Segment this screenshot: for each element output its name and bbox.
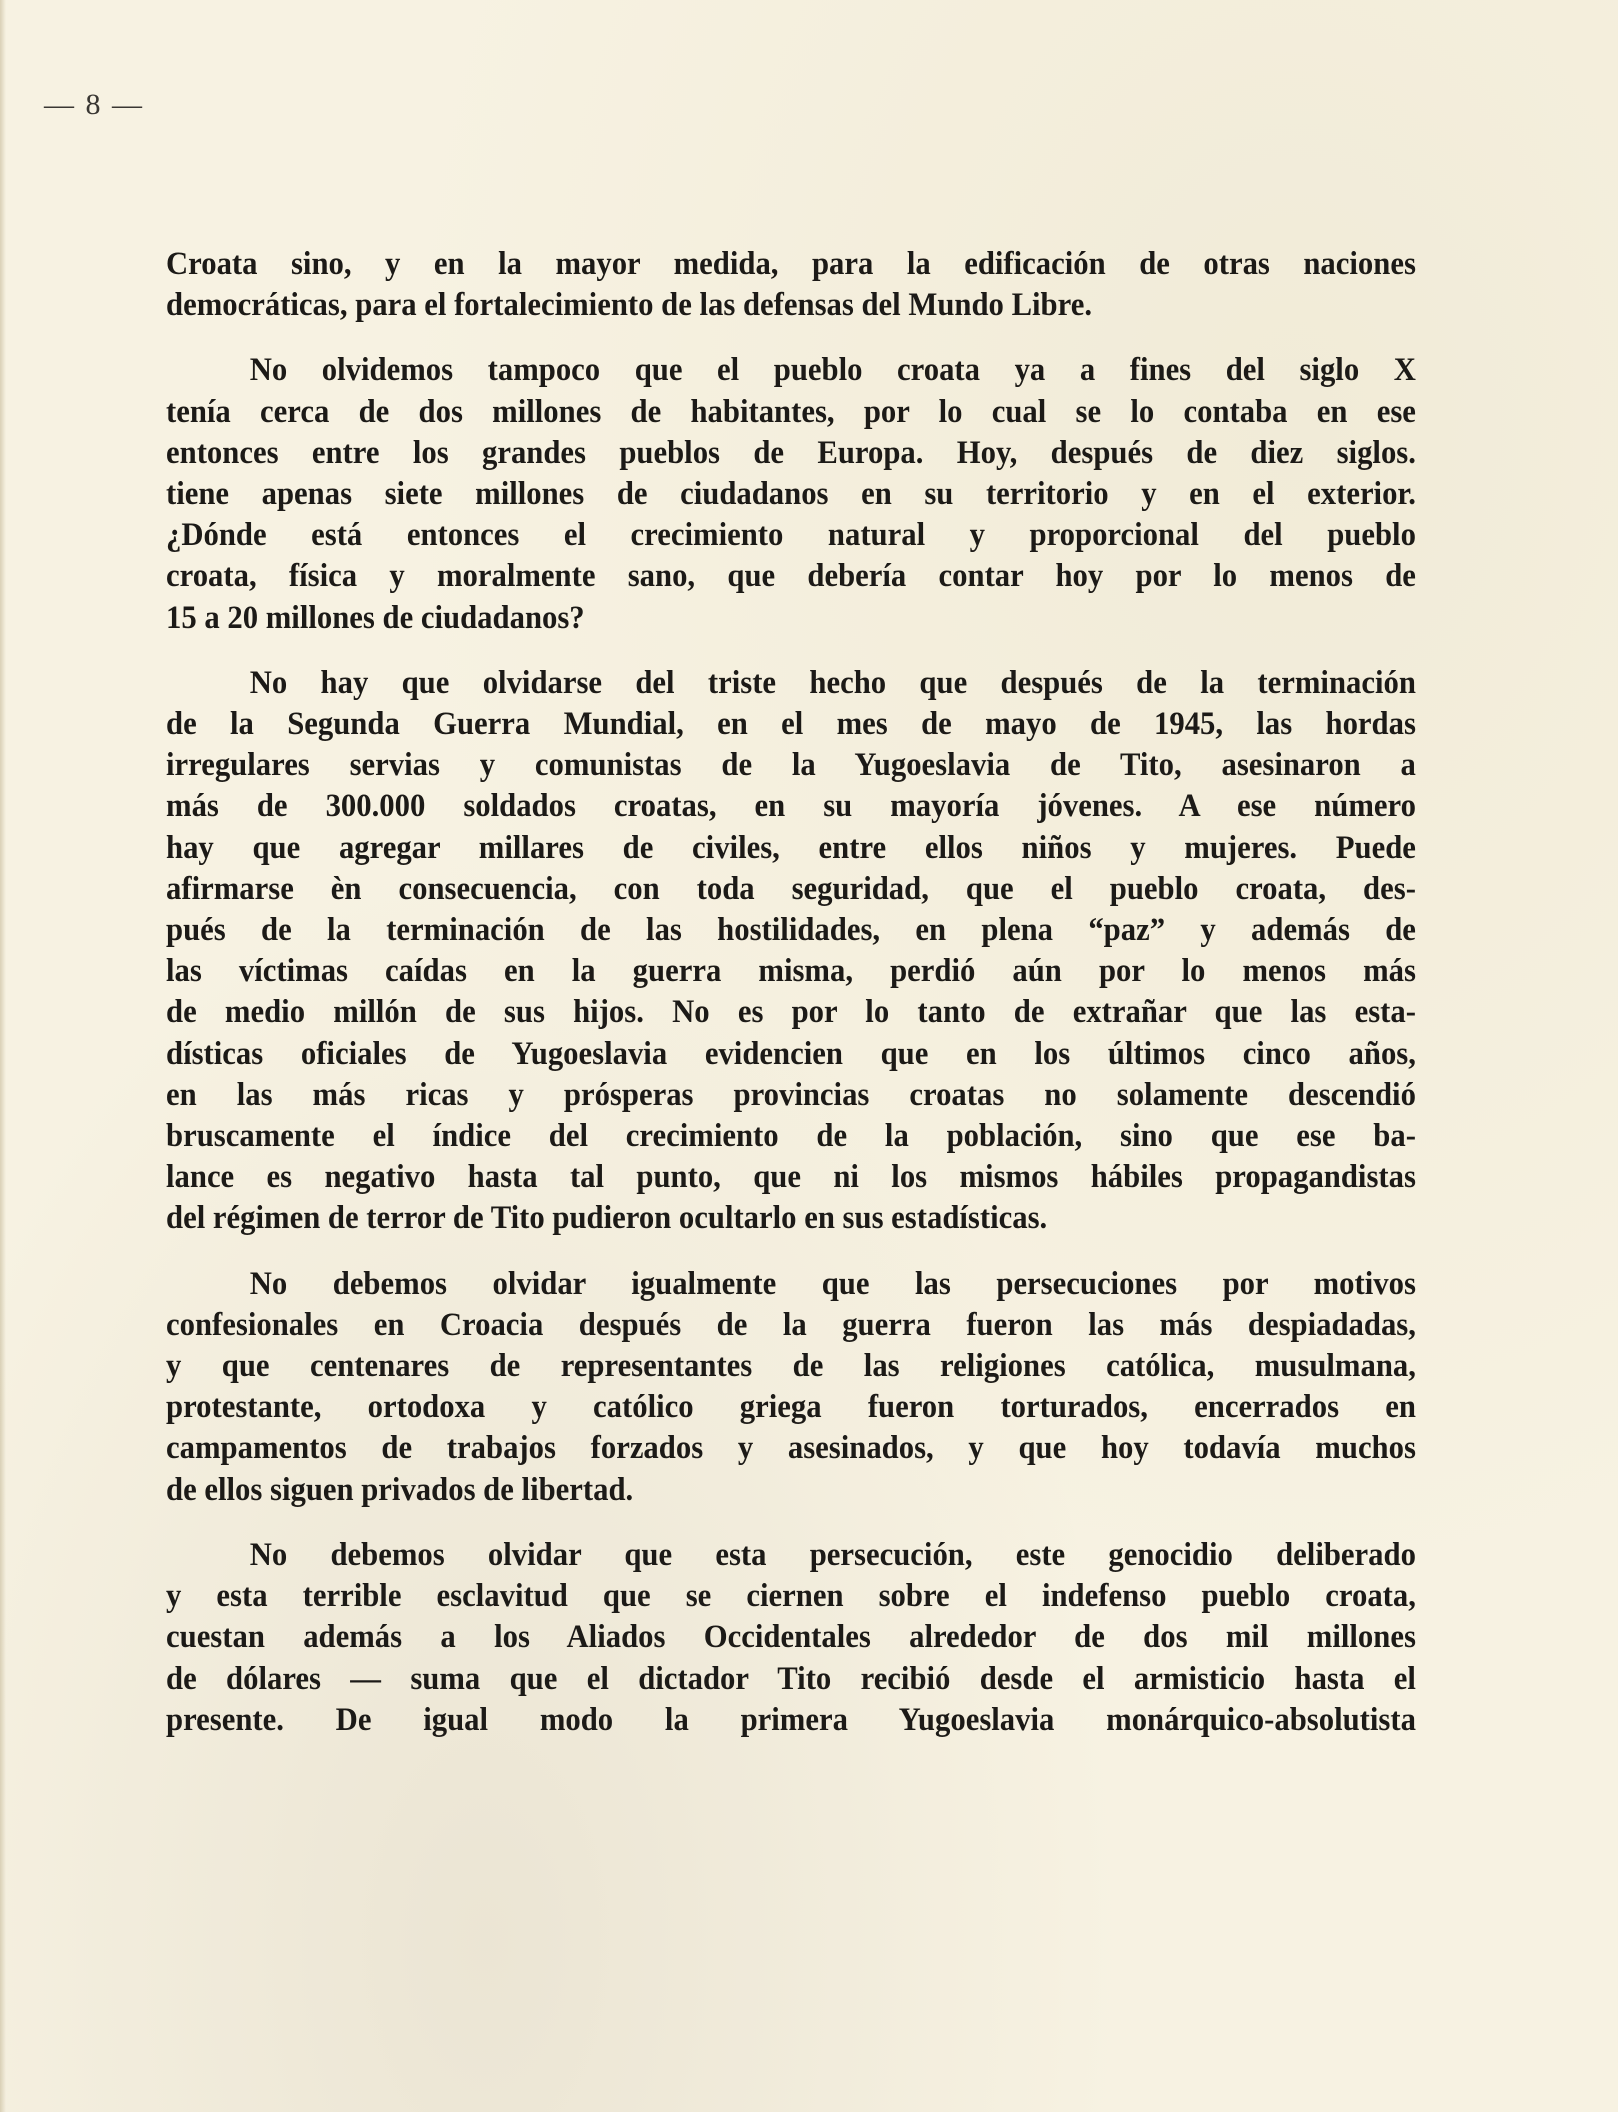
text-line: cuestan además a los Aliados Occidentales alrededor de dos mil millones xyxy=(166,1619,1416,1656)
text-line: y que centenares de representantes de las religiones católica, musulmana, xyxy=(166,1348,1416,1385)
text-line: hay que agregar millares de civiles, entre ellos niños y mujeres. Puede xyxy=(166,829,1416,866)
paragraph-3 xyxy=(166,663,1416,1240)
text-line: tenía cerca de dos millones de habitantes, por lo cual se lo contaba en ese xyxy=(166,393,1416,430)
text-line: pués de la terminación de las hostilidades, en plena “paz” y además de xyxy=(166,912,1416,949)
paragraph-5 xyxy=(166,1535,1416,1741)
text-line: entonces entre los grandes pueblos de Europa. Hoy, después de diez siglos. xyxy=(166,434,1416,471)
text-line: del régimen de terror de Tito pudieron ocultarlo en sus estadísticas. xyxy=(166,1200,1048,1237)
text-line: afirmarse èn consecuencia, con toda seguridad, que el pueblo croata, des- xyxy=(166,870,1416,907)
text-line: protestante, ortodoxa y católico griega fueron torturados, encerrados en xyxy=(166,1389,1416,1426)
text-line: de ellos siguen privados de libertad. xyxy=(166,1471,634,1508)
text-line: campamentos de trabajos forzados y asesinados, y que hoy todavía muchos xyxy=(166,1430,1416,1467)
text-line: dísticas oficiales de Yugoeslavia evidencien que en los últimos cinco años, xyxy=(166,1035,1416,1072)
text-line: democráticas, para el fortalecimiento de las defensas del Mundo Libre. xyxy=(166,287,1093,324)
text-line: No olvidemos tampoco que el pueblo croata ya a fines del siglo X xyxy=(249,352,1416,389)
text-line: croata, física y moralmente sano, que debería contar hoy por lo menos de xyxy=(166,558,1416,595)
text-line: irregulares servias y comunistas de la Yugoeslavia de Tito, asesinaron a xyxy=(166,747,1416,784)
text-line: ¿Dónde está entonces el crecimiento natural y proporcional del pueblo xyxy=(166,517,1416,554)
body-text xyxy=(166,244,1416,1741)
text-line: confesionales en Croacia después de la guerra fueron las más despiadadas, xyxy=(166,1306,1416,1343)
page-edge-shadow xyxy=(0,0,6,2112)
paragraph-4 xyxy=(166,1264,1416,1511)
text-line: lance es negativo hasta tal punto, que ni los mismos hábiles propagandistas xyxy=(166,1159,1416,1196)
text-line: No hay que olvidarse del triste hecho que después de la terminación xyxy=(249,664,1416,701)
text-line: en las más ricas y prósperas provincias croatas no solamente descendió xyxy=(166,1076,1416,1113)
page-number: — 8 — xyxy=(44,88,144,121)
text-line: más de 300.000 soldados croatas, en su mayoría jóvenes. A ese número xyxy=(166,788,1416,825)
text-line: presente. De igual modo la primera Yugoeslavia monárquico-absolutista xyxy=(166,1701,1416,1738)
paragraph-1 xyxy=(166,244,1416,326)
text-line: de dólares — suma que el dictador Tito recibió desde el armisticio hasta el xyxy=(166,1660,1416,1697)
text-line: No debemos olvidar igualmente que las persecuciones por motivos xyxy=(249,1265,1416,1302)
text-line: tiene apenas siete millones de ciudadanos en su territorio y en el exterior. xyxy=(166,476,1416,513)
text-line: de la Segunda Guerra Mundial, en el mes de mayo de 1945, las hordas xyxy=(166,706,1416,743)
text-line: Croata sino, y en la mayor medida, para la edificación de otras naciones xyxy=(166,246,1416,282)
text-line: 15 a 20 millones de ciudadanos? xyxy=(166,599,585,636)
paragraph-2 xyxy=(166,350,1416,638)
text-line: y esta terrible esclavitud que se ciernen sobre el indefenso pueblo croata, xyxy=(166,1578,1416,1615)
text-line: de medio millón de sus hijos. No es por lo tanto de extrañar que las esta- xyxy=(166,994,1416,1031)
text-line: No debemos olvidar que esta persecución, este genocidio deliberado xyxy=(249,1536,1416,1573)
text-line: bruscamente el índice del crecimiento de la población, sino que ese ba- xyxy=(166,1118,1416,1155)
text-line: las víctimas caídas en la guerra misma, perdió aún por lo menos más xyxy=(166,953,1416,990)
